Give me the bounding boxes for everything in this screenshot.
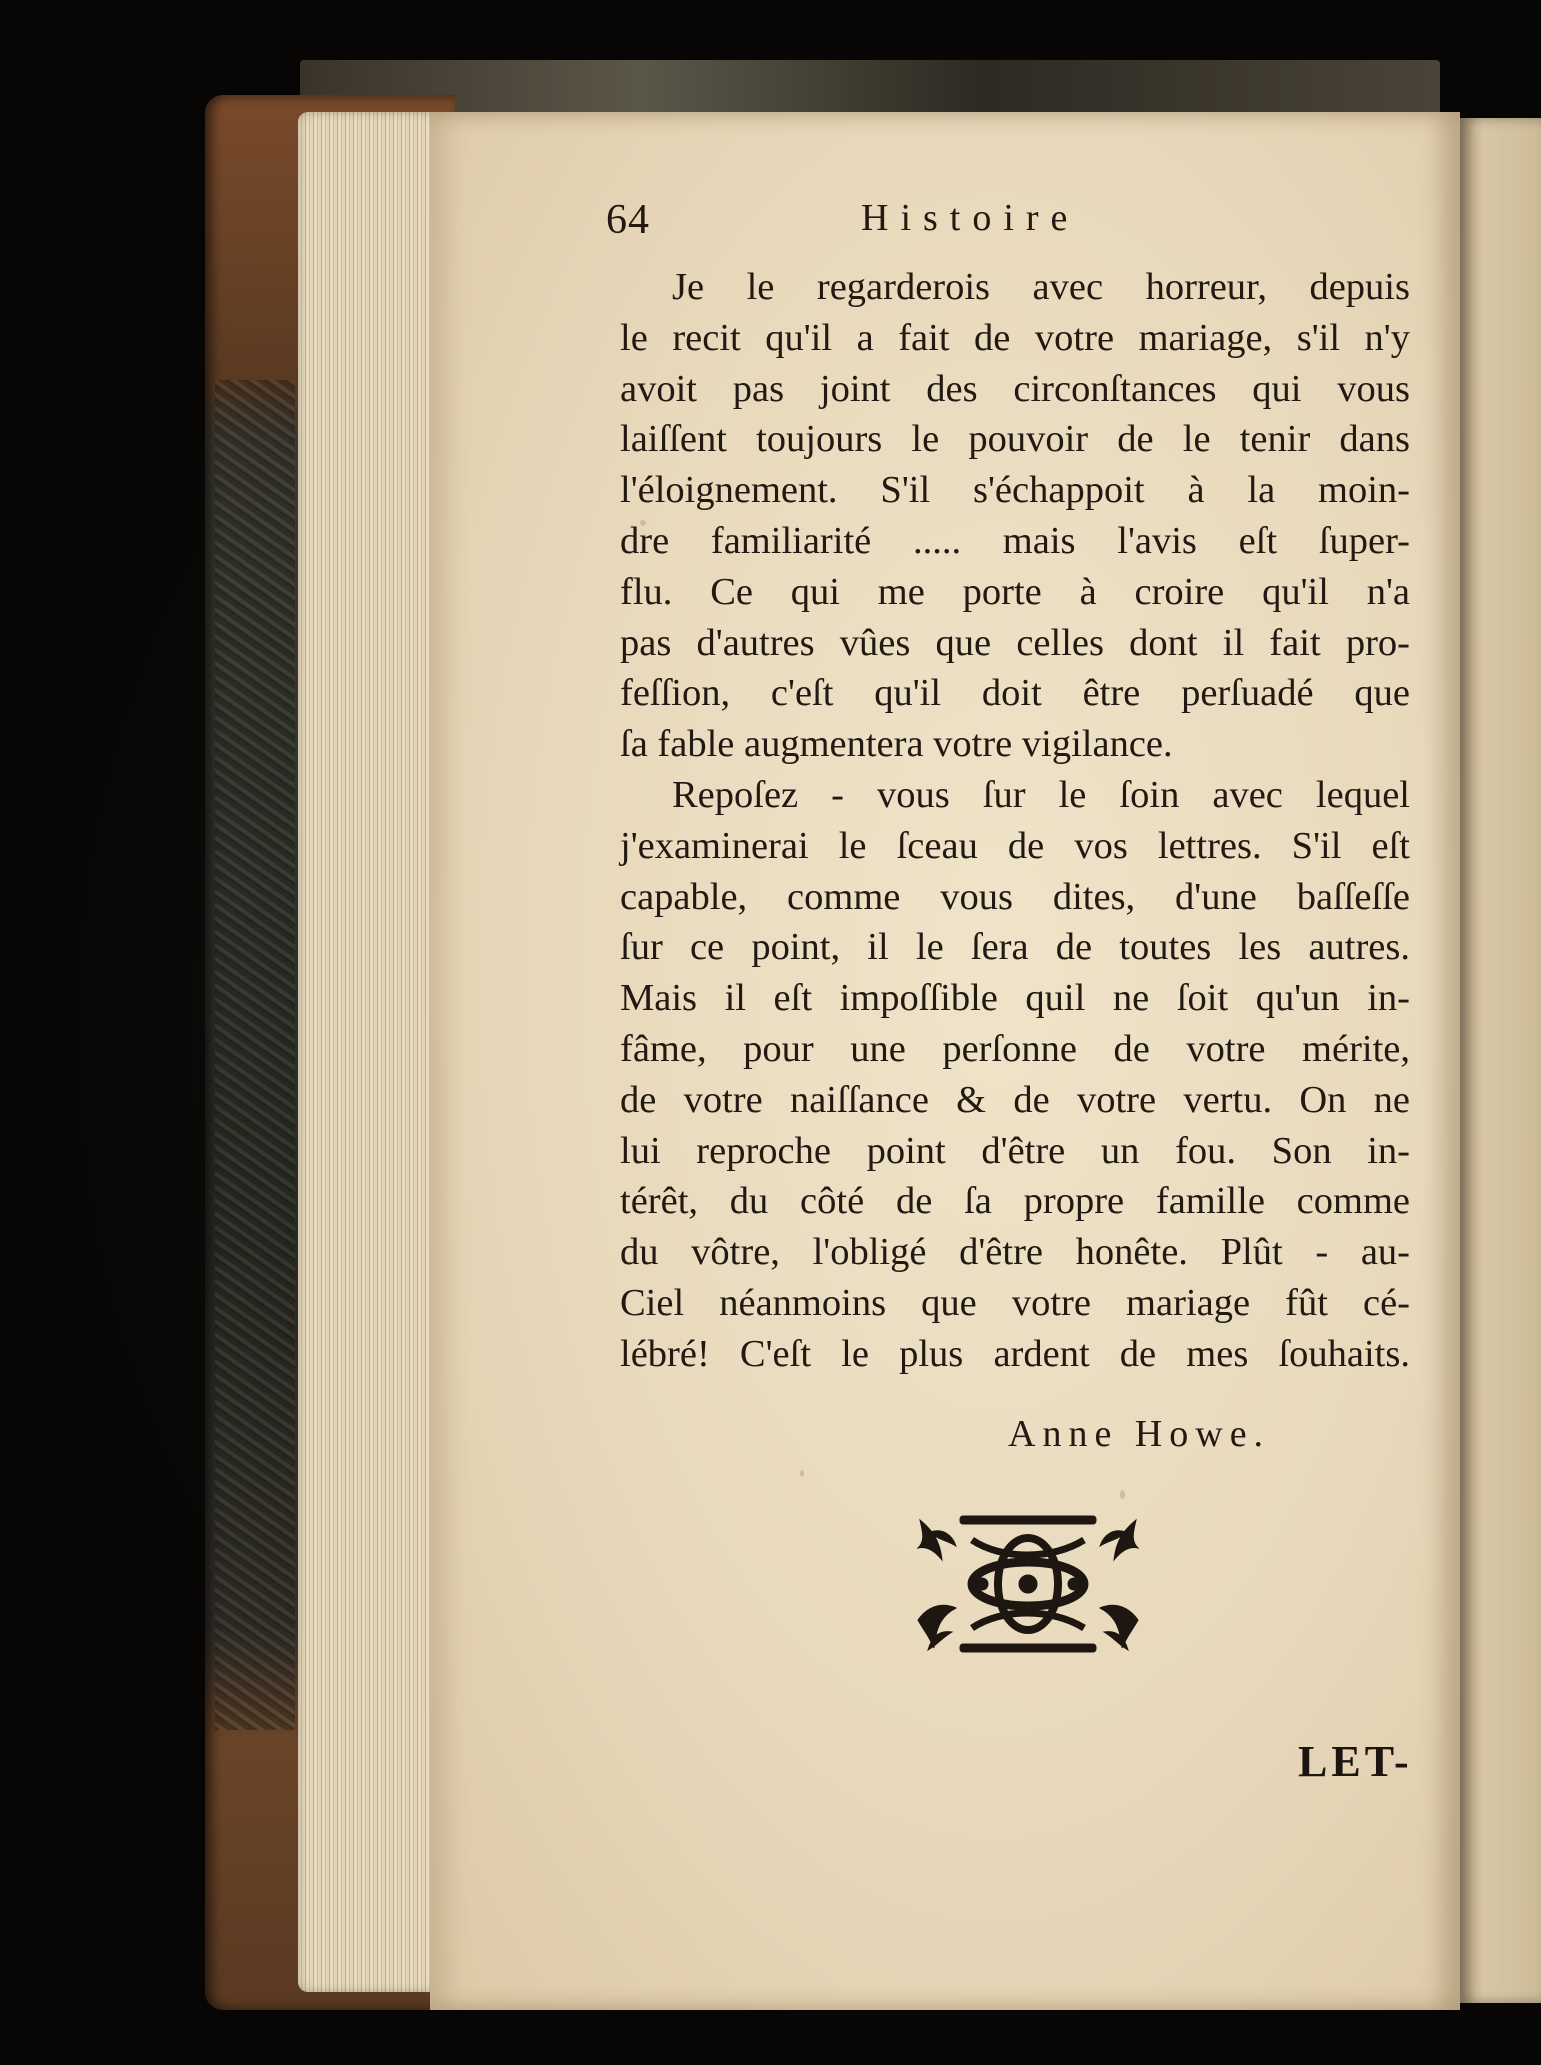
- floral-tailpiece-icon: [912, 1510, 1144, 1658]
- text-line: Mais il eſt impoſſible quil ne ſoit qu'un in-: [620, 977, 1410, 1020]
- text-line: Repoſez - vous ſur le ſoin avec lequel: [672, 773, 1410, 816]
- catchword: LET-: [1298, 1737, 1413, 1786]
- text-line: le recit qu'il a fait de votre mariage, s'il n'y: [620, 316, 1410, 359]
- text-line: flu. Ce qui me porte à croire qu'il n'a: [620, 570, 1410, 613]
- text-line: de votre naiſſance & de votre vertu. On ne: [620, 1078, 1410, 1121]
- text-line: l'éloignement. S'il s'échappoit à la moin-: [620, 469, 1410, 512]
- text-line: avoit pas joint des circonſtances qui vous: [620, 367, 1410, 410]
- text-line: lébré! C'eſt le plus ardent de mes ſouhaits.: [620, 1332, 1410, 1375]
- text-line: fâme, pour une perſonne de votre mérite,: [620, 1027, 1410, 1070]
- text-line: lui reproche point d'être un fou. Son in-: [620, 1129, 1410, 1172]
- text-line: j'examinerai le ſceau de vos lettres. S'il eſt: [620, 824, 1410, 867]
- text-line: ſur ce point, il le ſera de toutes les autres.: [620, 926, 1410, 969]
- text-line: du vôtre, l'obligé d'être honête. Plût - au-: [620, 1231, 1410, 1274]
- text-line: feſſion, c'eſt qu'il doit être perſuadé que: [620, 672, 1410, 715]
- page-edges: [298, 112, 448, 1992]
- text-line: laiſſent toujours le pouvoir de le tenir dans: [620, 418, 1410, 461]
- text-line: ſa fable augmentera votre vigilance.: [620, 723, 1173, 766]
- page-number: 64: [606, 197, 650, 243]
- paper-speck: [800, 1470, 804, 1477]
- text-line: pas d'autres vûes que celles dont il fait pro-: [620, 621, 1410, 664]
- signature: Anne Howe.: [1008, 1413, 1271, 1455]
- text-line: capable, comme vous dites, d'une baſſeſſe: [620, 875, 1410, 918]
- text-line: Ciel néanmoins que votre mariage fût cé-: [620, 1281, 1410, 1324]
- facing-page-edge: [1460, 118, 1541, 2003]
- paper-speck: [1120, 1490, 1125, 1499]
- page-header: [606, 196, 1426, 246]
- running-title: Histoire: [861, 197, 1080, 239]
- letter-body: [620, 262, 1410, 1380]
- text-line: dre familiarité ..... mais l'avis eſt ſuper-: [620, 519, 1410, 562]
- text-line: térêt, du côté de ſa propre famille comme: [620, 1180, 1410, 1223]
- text-line: Je le regarderois avec horreur, depuis: [672, 266, 1410, 308]
- marbled-board: [215, 380, 295, 1730]
